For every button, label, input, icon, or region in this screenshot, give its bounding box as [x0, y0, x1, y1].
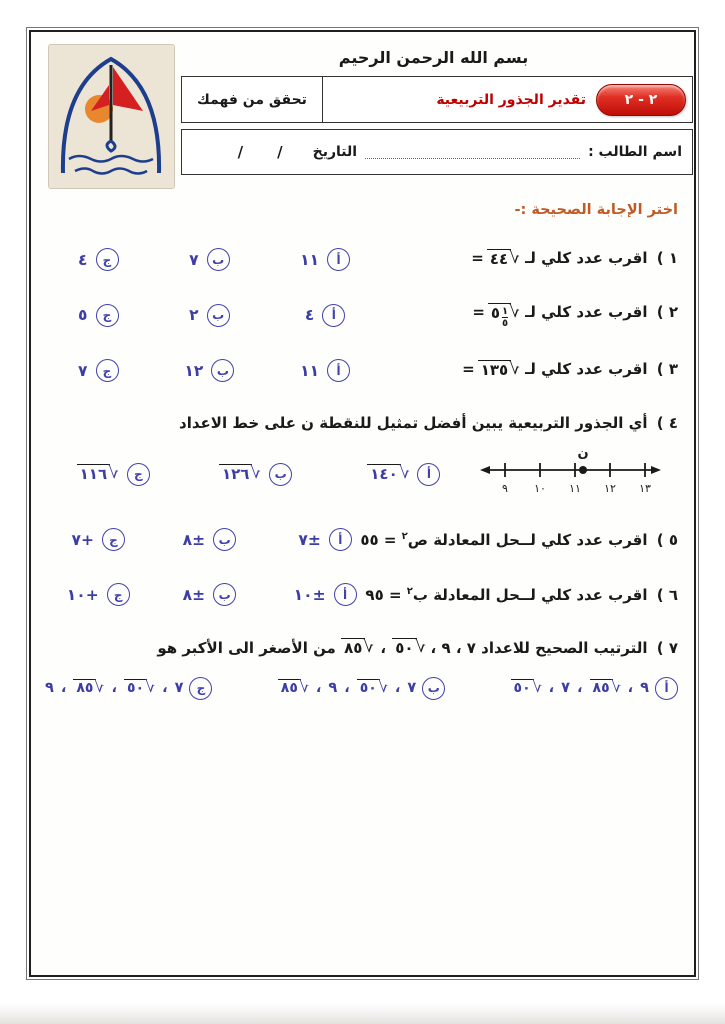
date-label: التاريخ [312, 144, 358, 160]
radical-icon: √ [509, 247, 520, 267]
question-number: ٦ ) [656, 585, 678, 604]
option-value: ٧ [78, 361, 88, 380]
sqrt-expression [73, 676, 105, 699]
sequence-number: ٩ [640, 680, 649, 697]
question-3 [45, 359, 678, 382]
question-text: من الأصغر الى الأكبر هو [157, 639, 336, 657]
date-slash: / [277, 143, 283, 161]
variable: ص [407, 530, 428, 549]
lesson-title: تقدير الجذور التربيعية [436, 91, 586, 108]
sqrt-expression [590, 676, 621, 699]
option-letter[interactable]: ب [211, 359, 234, 382]
option-c[interactable] [45, 463, 181, 486]
option-b[interactable] [152, 583, 268, 606]
option-value: ±٨ [182, 530, 206, 549]
radical-icon: √ [145, 676, 156, 696]
option-value [219, 461, 262, 485]
option-letter[interactable]: أ [329, 528, 352, 551]
question-5 [45, 528, 678, 551]
question-text: اقرب عدد كلي لـ [525, 249, 648, 267]
question-number: ٥ ) [656, 530, 678, 549]
option-c[interactable] [45, 359, 151, 382]
school-logo [48, 44, 175, 189]
sqrt-expression [511, 676, 542, 699]
sequence-number: ٩ [45, 680, 54, 697]
option-value: ±٧ [298, 530, 321, 549]
equation-rhs: = ٥٥ [360, 530, 397, 549]
option-a[interactable] [267, 583, 383, 606]
option-letter[interactable]: أ [322, 304, 345, 327]
point-label: ن [577, 446, 589, 461]
question-number: ٧ ) [656, 639, 678, 657]
sqrt-expression [219, 461, 262, 485]
header-row-name-date [181, 129, 693, 175]
sqrt-expression [77, 461, 119, 485]
variable: ب [412, 585, 428, 604]
whole-number: ٥ [490, 304, 501, 322]
equals-sign: = [462, 360, 475, 378]
option-value: ٥ [78, 306, 88, 324]
radical-icon: √ [250, 461, 262, 482]
instruction-heading: اختر الإجابة الصحيحة :- [514, 202, 678, 218]
question-number: ١ ) [656, 249, 678, 267]
radicand: ١١٦ [77, 464, 110, 484]
option-b[interactable] [181, 463, 329, 486]
comma: ، [162, 680, 168, 697]
date-field[interactable] [238, 143, 283, 161]
questions-area [45, 202, 678, 720]
check-understanding-box: تحقق من فهمك [181, 76, 323, 123]
exponent: ٢ [401, 530, 408, 542]
equals-sign: = [471, 249, 484, 267]
sqrt-expression [341, 638, 374, 659]
sequence-number: ٧ [174, 680, 184, 697]
radicand [488, 303, 511, 327]
question-7 [45, 638, 678, 659]
question-4-options [45, 446, 678, 502]
radicand: ٨٥ [590, 679, 613, 698]
question-text: أي الجذور التربيعية يبين أفضل تمثيل للنقطة ن على خط الاعداد [179, 414, 648, 432]
option-letter[interactable]: ب [207, 248, 230, 271]
option-c[interactable] [45, 583, 151, 606]
tick-label: ٩ [502, 482, 508, 495]
lesson-number-badge: ٢ - ٢ [596, 84, 686, 116]
option-a[interactable] [267, 304, 383, 327]
option-c[interactable] [45, 677, 212, 700]
option-value: ٤ [304, 306, 315, 324]
option-a[interactable] [330, 463, 478, 486]
option-c[interactable] [45, 304, 151, 327]
comma: ، [627, 680, 634, 697]
question-number: ٢ ) [656, 303, 678, 321]
arrow-left [480, 466, 490, 474]
fraction: $\frac{١}{٥}$ [502, 306, 509, 329]
radical-icon: √ [414, 636, 426, 656]
radical-icon: √ [377, 676, 388, 696]
option-value: +٧ [71, 530, 94, 549]
option-value: ±١٠ [293, 585, 326, 604]
tick-label: ١٢ [604, 482, 616, 495]
comma: ، [60, 680, 67, 697]
radicand: ٨٥ [341, 638, 365, 658]
option-value: ٢ [189, 306, 199, 324]
option-letter[interactable]: ج [127, 463, 150, 486]
option-a[interactable] [511, 677, 678, 700]
option-a[interactable] [267, 248, 383, 271]
question-4 [45, 414, 678, 432]
option-letter[interactable]: ج [96, 304, 119, 327]
option-letter[interactable]: ج [102, 528, 125, 551]
question-6 [45, 583, 678, 606]
worksheet-page [29, 30, 696, 977]
option-value [77, 461, 119, 485]
option-b[interactable] [152, 359, 268, 382]
bismillah-heading: بسم الله الرحمن الرحيم [338, 48, 529, 67]
comma: ، [315, 680, 322, 697]
option-c[interactable] [45, 248, 151, 271]
option-letter[interactable]: أ [327, 248, 350, 271]
student-name-field[interactable] [365, 145, 580, 159]
option-a[interactable] [267, 359, 383, 382]
option-c[interactable] [45, 528, 151, 551]
radical-icon: √ [363, 636, 375, 656]
option-b[interactable] [152, 304, 268, 327]
option-letter[interactable]: ج [189, 677, 212, 700]
option-value: ٤ [78, 250, 88, 269]
equals-sign: = [472, 303, 485, 321]
comma: ، [380, 639, 387, 657]
option-letter[interactable]: ب [269, 463, 292, 486]
comma: ، [344, 680, 350, 697]
radicand: ١٢٦ [219, 464, 252, 484]
option-value: ١١ [300, 361, 320, 380]
option-b[interactable] [152, 248, 268, 271]
question-text: اقرب عدد كلي لــحل المعادلة [433, 530, 648, 549]
question-text: الترتيب الصحيح للاعداد ٧ ، ٩ ، [430, 639, 648, 657]
option-letter[interactable]: أ [334, 583, 357, 606]
comma: ، [111, 680, 117, 697]
tick-label: ١٣ [639, 482, 651, 495]
question-1 [45, 248, 678, 271]
sqrt-expression [357, 676, 388, 699]
option-value: ٧ [189, 250, 199, 269]
radicand: ٨٥ [73, 679, 96, 698]
radical-icon: √ [531, 676, 542, 696]
option-value: ١١ [300, 250, 320, 269]
exponent: ٢ [406, 585, 413, 597]
school-logo-image [49, 45, 174, 188]
radical-icon: √ [509, 301, 520, 321]
date-slash: / [237, 143, 244, 161]
sequence-number: ٧ [407, 680, 417, 697]
arrow-right [651, 466, 661, 474]
scan-shadow [0, 1004, 725, 1024]
option-b[interactable] [278, 677, 445, 700]
radical-icon: √ [398, 461, 410, 482]
lesson-title-box [323, 76, 693, 123]
sqrt-expression [471, 249, 520, 270]
option-letter[interactable]: ب [422, 677, 445, 700]
option-letter[interactable]: ج [96, 359, 119, 382]
sequence-number: ٩ [328, 680, 338, 697]
option-letter[interactable]: ب [213, 528, 236, 551]
comma: ، [548, 680, 555, 697]
radicand: ٥٠ [392, 638, 416, 658]
question-2 [45, 303, 678, 327]
sequence-number: ٧ [561, 680, 571, 697]
sqrt-expression [472, 303, 520, 327]
equation-rhs: = ٩٥ [365, 585, 402, 604]
question-number: ٤ ) [656, 414, 678, 432]
option-letter[interactable]: أ [417, 463, 440, 486]
option-value: ±٨ [182, 585, 206, 604]
option-value: ١٢ [184, 361, 204, 380]
radicand: ٥٠ [357, 679, 380, 698]
option-a[interactable] [267, 528, 383, 551]
number-line [478, 446, 678, 502]
option-b[interactable] [152, 528, 268, 551]
header-row-lesson [181, 76, 693, 123]
point-marker [579, 466, 587, 474]
option-value: +١٠ [66, 585, 99, 604]
radicand: ٥٠ [124, 679, 147, 698]
tick-label: ١٠ [534, 482, 546, 495]
tick-label: ١١ [569, 482, 581, 495]
radical-icon: √ [509, 358, 520, 378]
question-text: اقرب عدد كلي لـ [525, 303, 648, 321]
option-letter[interactable]: ج [107, 583, 130, 606]
student-name-label: اسم الطالب : [588, 144, 682, 160]
radical-icon: √ [94, 676, 105, 696]
option-letter[interactable]: أ [655, 677, 678, 700]
comma: ، [394, 680, 401, 697]
option-value [367, 461, 410, 485]
radicand: ١٣٥ [478, 360, 511, 380]
question-number: ٣ ) [656, 360, 678, 378]
radicand: ٨٥ [278, 679, 301, 698]
radicand: ٥٠ [511, 679, 534, 698]
sqrt-expression [462, 360, 520, 381]
comma: ، [577, 680, 583, 697]
radical-icon: √ [298, 676, 309, 696]
option-letter[interactable]: ب [207, 304, 230, 327]
radical-icon: √ [108, 461, 119, 482]
radicand: ١٤٠ [367, 464, 400, 484]
question-7-options [45, 677, 678, 700]
question-text: اقرب عدد كلي لــحل المعادلة [433, 585, 648, 604]
option-letter[interactable]: ج [96, 248, 119, 271]
radicand: ٤٤ [487, 249, 511, 269]
option-letter[interactable]: أ [327, 359, 350, 382]
question-text: اقرب عدد كلي لـ [525, 360, 648, 378]
sqrt-expression [124, 676, 156, 699]
radical-icon: √ [610, 676, 621, 696]
option-letter[interactable]: ب [213, 583, 236, 606]
sqrt-expression [392, 638, 425, 659]
sqrt-expression [367, 461, 410, 485]
sqrt-expression [278, 676, 309, 699]
